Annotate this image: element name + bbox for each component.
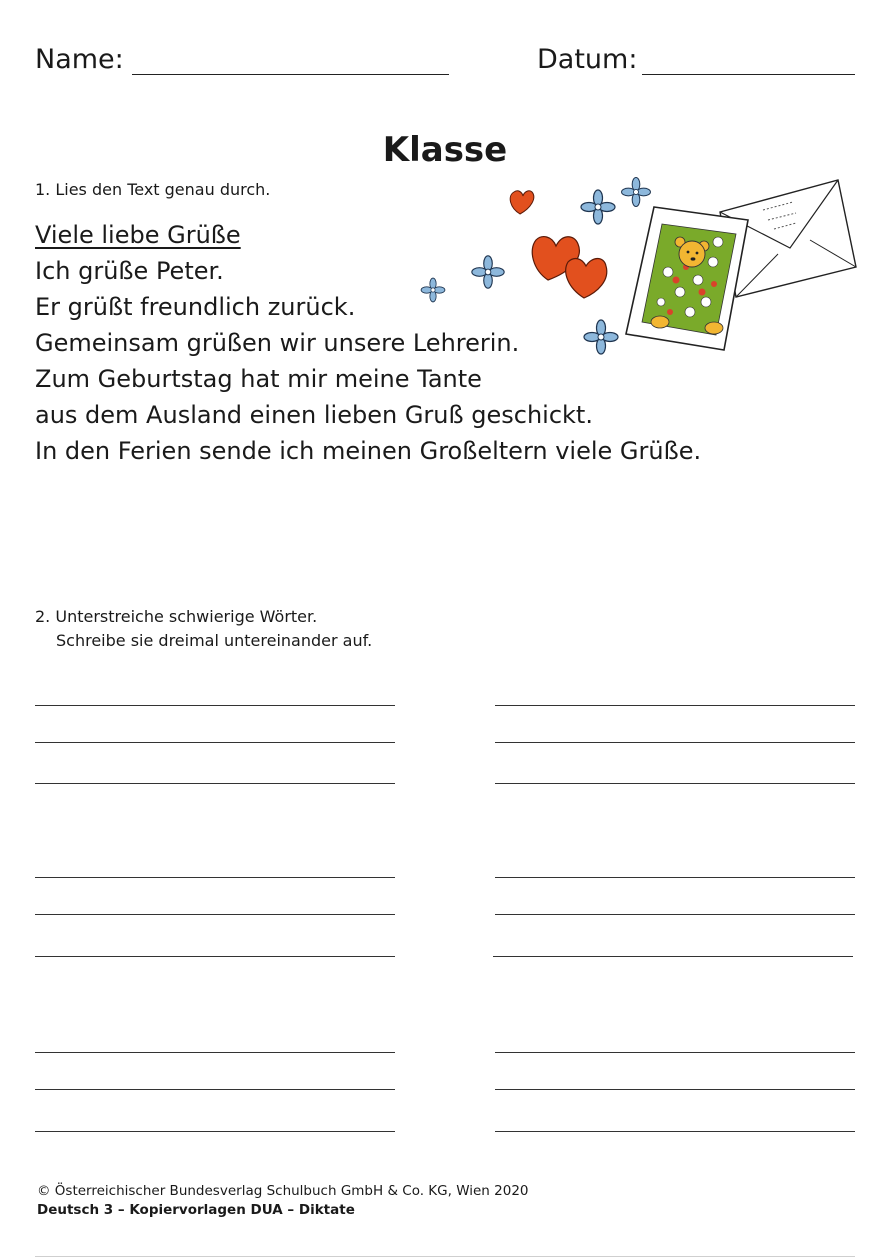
date-label: Datum: (537, 44, 638, 75)
page-title: Klasse (382, 130, 508, 170)
writing-line[interactable] (35, 877, 395, 878)
flower-icon (472, 256, 504, 288)
name-label: Name: (35, 44, 124, 75)
bottom-divider (35, 1256, 855, 1257)
reading-text-line: Er grüßt freundlich zurück. (35, 293, 356, 321)
series-title: Deutsch 3 – Kopiervorlagen DUA – Diktate (37, 1202, 355, 1218)
writing-line[interactable] (35, 742, 395, 743)
writing-line[interactable] (495, 877, 855, 878)
writing-line[interactable] (495, 1089, 855, 1090)
task-2-instruction: 2. Unterstreiche schwierige Wörter. (35, 607, 318, 626)
reading-text-title: Viele liebe Grüße (35, 221, 241, 249)
footer (37, 1182, 529, 1220)
flower-icon (584, 320, 618, 354)
greeting-card-illustration-icon (418, 172, 858, 357)
reading-text-line: Gemeinsam grüßen wir unsere Lehrerin. (35, 329, 520, 357)
heart-icon (510, 191, 534, 214)
reading-text-line: aus dem Ausland einen lieben Gruß geschickt. (35, 401, 593, 429)
task-1-instruction: 1. Lies den Text genau durch. (35, 180, 271, 199)
writing-line[interactable] (495, 914, 855, 915)
writing-line[interactable] (35, 705, 395, 706)
task-2-instruction-continued: Schreibe sie dreimal untereinander auf. (56, 631, 373, 650)
writing-line[interactable] (495, 1052, 855, 1053)
writing-line[interactable] (35, 956, 395, 957)
writing-line[interactable] (35, 1089, 395, 1090)
writing-line[interactable] (495, 1131, 855, 1132)
writing-line[interactable] (495, 705, 855, 706)
writing-line[interactable] (35, 1052, 395, 1053)
writing-line[interactable] (495, 742, 855, 743)
copyright-notice: © Österreichischer Bundesverlag Schulbuch GmbH & Co. KG, Wien 2020 (37, 1183, 529, 1199)
reading-text-line: In den Ferien sende ich meinen Großeltern viele Grüße. (35, 437, 702, 465)
reading-text-line: Ich grüße Peter. (35, 257, 224, 285)
writing-line[interactable] (35, 914, 395, 915)
reading-text-line: Zum Geburtstag hat mir meine Tante (35, 365, 482, 393)
writing-line[interactable] (35, 1131, 395, 1132)
name-field[interactable] (132, 74, 449, 75)
heart-icon (566, 259, 607, 299)
flower-icon (581, 190, 615, 224)
greeting-card-icon (626, 207, 748, 350)
flower-icon (622, 178, 651, 207)
writing-line[interactable] (35, 783, 395, 784)
writing-line[interactable] (495, 783, 855, 784)
date-field[interactable] (642, 74, 855, 75)
flower-icon (421, 278, 445, 302)
writing-line[interactable] (493, 956, 853, 957)
